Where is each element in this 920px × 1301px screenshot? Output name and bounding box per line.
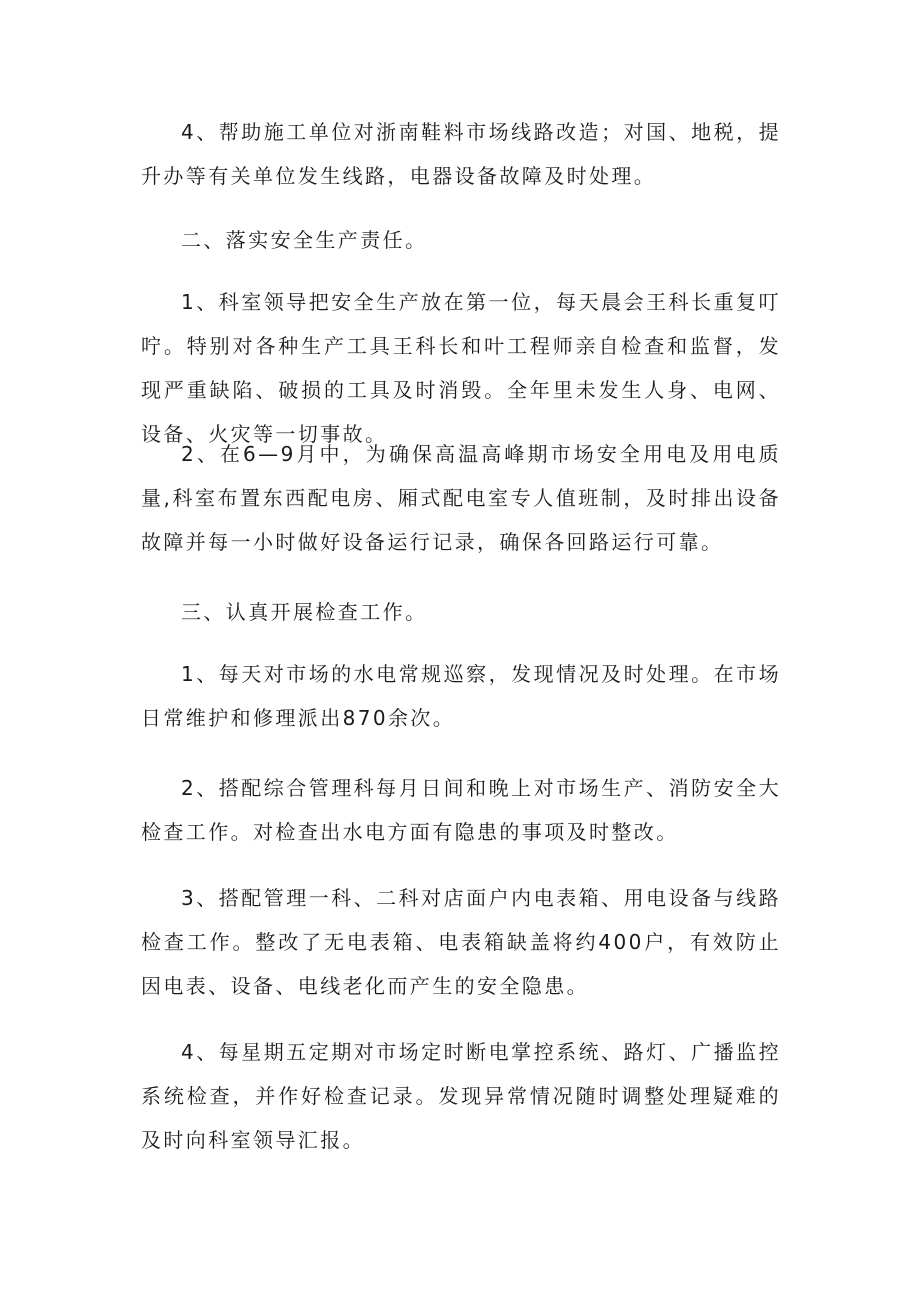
paragraph-daily-patrol: 1、每天对市场的水电常规巡察，发现情况及时处理。在市场日常维护和修理派出870余次。 bbox=[141, 662, 781, 730]
paragraph-weekly-system-check: 4、每星期五定期对市场定时断电掌控系统、路灯、广播监控系统检查，并作好检查记录。发现异常情况随时调整处理疑难的及时向科室领导汇报。 bbox=[141, 1040, 781, 1152]
paragraph-meter-box-check: 3、搭配管理一科、二科对店面户内电表箱、用电设备与线路检查工作。整改了无电表箱、电表箱缺盖将约400户，有效防止因电表、设备、电线老化而产生的安全隐患。 bbox=[141, 886, 781, 998]
paragraph-monthly-check: 2、搭配综合管理科每月日间和晚上对市场生产、消防安全大检查工作。对检查出水电方面有隐患的事项及时整改。 bbox=[141, 776, 781, 844]
paragraph-market-wiring: 4、帮助施工单位对浙南鞋料市场线路改造；对国、地税，提升办等有关单位发生线路，电器设备故障及时处理。 bbox=[141, 120, 781, 188]
paragraph-summer-power: 2、在6—9月中，为确保高温高峰期市场安全用电及用电质量,科室布置东西配电房、厢式配电室专人值班制，及时排出设备故障并每一小时做好设备运行记录，确保各回路运行可靠。 bbox=[141, 442, 781, 554]
section-heading-safety-responsibility: 二、落实安全生产责任。 bbox=[181, 228, 428, 252]
paragraph-leadership-safety: 1、科室领导把安全生产放在第一位，每天晨会王科长重复叮咛。特别对各种生产工具王科长和叶工程师亲自检查和监督，发现严重缺陷、破损的工具及时消毁。全年里未发生人身、电网、设备、火灾等一切事故。 bbox=[141, 290, 781, 446]
section-heading-inspection: 三、认真开展检查工作。 bbox=[181, 600, 428, 624]
